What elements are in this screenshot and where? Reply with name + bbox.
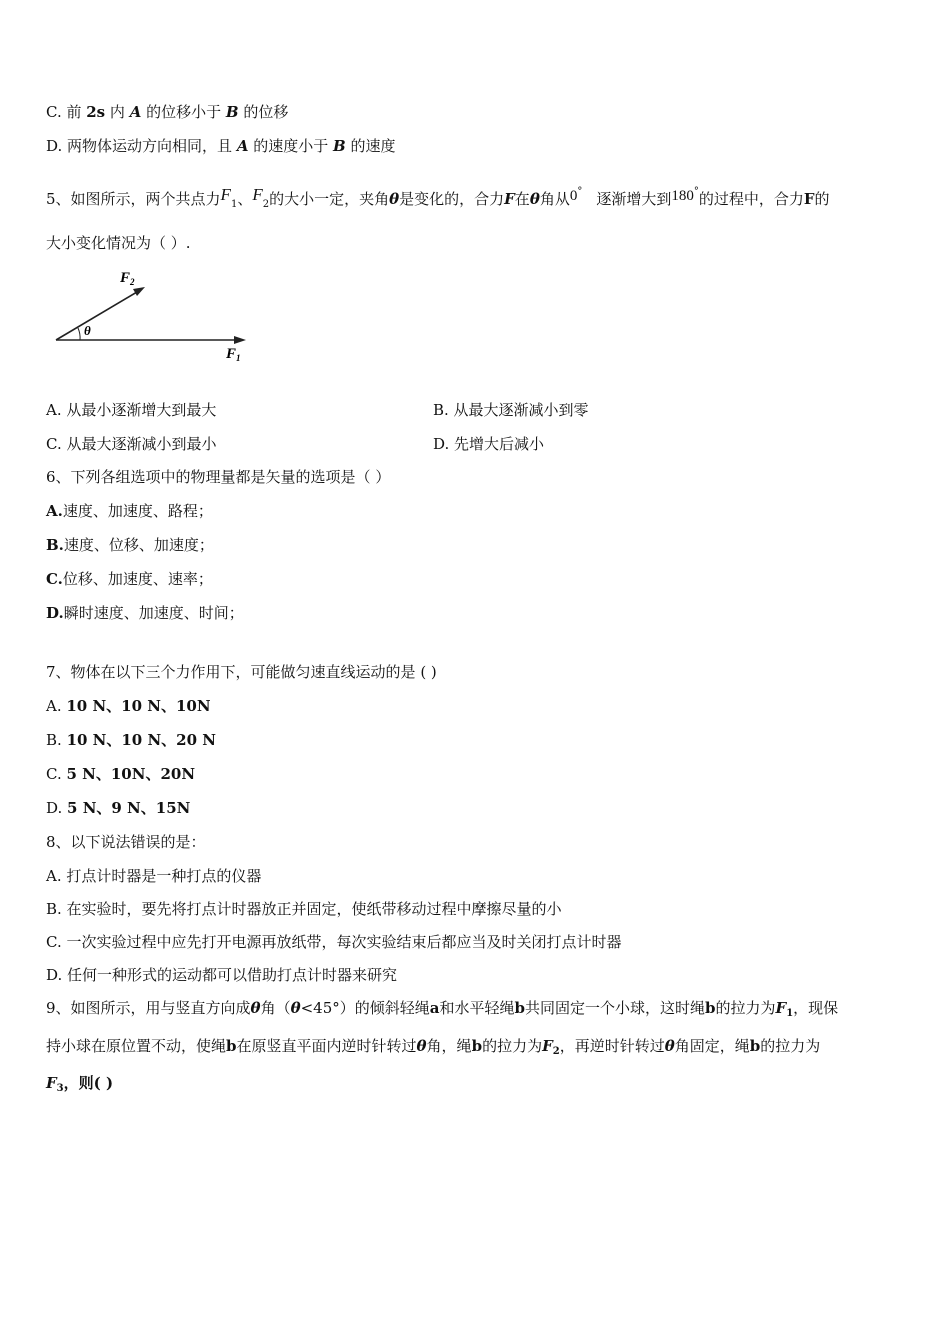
option-text: 位移、加速度、速率；	[62, 570, 213, 588]
q7-option-d[interactable]	[46, 798, 190, 818]
q4-option-c	[46, 102, 288, 122]
var-f1: F	[220, 185, 231, 204]
f2-arrowhead	[133, 287, 145, 296]
text: 的拉力为	[760, 1037, 821, 1055]
option-letter: D.	[46, 799, 68, 817]
var-a: A	[236, 137, 249, 155]
text: <45°）的倾斜轻绳	[300, 999, 430, 1017]
f1-arrowhead	[234, 336, 246, 344]
option-text: 速度、位移、加速度；	[63, 536, 214, 554]
var-theta: θ	[290, 999, 301, 1017]
var-f: F	[803, 190, 815, 208]
option-letter: D.	[46, 604, 64, 622]
text: 共同固定一个小球，这时绳	[525, 999, 706, 1017]
option-letter: A.	[46, 697, 67, 715]
var-f2: F	[542, 1037, 553, 1055]
q9-stem-line2	[46, 1036, 820, 1062]
q8-option-c[interactable]: C. 一次实验过程中应先打开电源再放纸带，每次实验结束后都应当及时关闭打点计时器	[46, 933, 622, 951]
q7-option-a[interactable]	[46, 696, 211, 716]
var-b: b	[514, 999, 525, 1017]
q6-option-b[interactable]	[46, 535, 214, 555]
var-b: b	[749, 1037, 761, 1055]
text: 9、如图所示，用与竖直方向成	[46, 999, 251, 1017]
option-text: 瞬时速度、加速度、时间；	[63, 604, 244, 622]
q8-stem: 8、以下说法错误的是：	[46, 833, 206, 851]
text: 角（	[260, 999, 291, 1017]
var-theta: θ	[664, 1037, 675, 1055]
q5-option-c[interactable]: C. 从最大逐渐减小到最小	[46, 435, 217, 453]
q5-stem-line1	[46, 180, 830, 217]
sub: 1	[230, 199, 238, 210]
text: 、	[237, 190, 253, 208]
num-180: 180	[671, 188, 694, 204]
text: 的过程中，合力	[698, 190, 804, 208]
q8-option-b[interactable]: B. 在实验时，要先将打点计时器放正并固定，使纸带移动过程中摩擦尽量的小	[46, 900, 562, 918]
text: 2s	[86, 103, 106, 121]
option-text: 5 N、10N、20N	[66, 765, 196, 783]
num-zero: 0	[569, 188, 578, 204]
var-theta: θ	[529, 190, 540, 208]
var-b: b	[471, 1037, 483, 1055]
degree-mark: °	[577, 186, 583, 197]
sub: 2	[262, 199, 270, 210]
text: 在	[514, 190, 530, 208]
sub: 3	[56, 1083, 64, 1094]
text: 是变化的，合力	[399, 190, 505, 208]
text: 的大小一定，夹角	[269, 190, 390, 208]
text: 角，绳	[426, 1037, 472, 1055]
text: 在原竖直平面内逆时针转过	[236, 1037, 417, 1055]
var-b: B	[333, 137, 346, 155]
f1-label: $F_1$	[226, 346, 241, 363]
force-diagram	[50, 262, 260, 368]
text: ，再逆时针转过	[559, 1037, 665, 1055]
q6-option-a[interactable]	[46, 501, 213, 521]
text: 的位移小于	[141, 103, 226, 121]
var-f3: F	[46, 1074, 57, 1092]
var-a: A	[129, 103, 142, 121]
f2-label: $F_2$	[120, 270, 135, 287]
q5-option-a[interactable]: A. 从最小逐渐增大到最大	[46, 401, 217, 419]
text: 的拉力为	[715, 999, 776, 1017]
text: D. 两物体运动方向相同，且	[46, 137, 237, 155]
var-b: b	[226, 1037, 237, 1055]
var-f1: F	[775, 999, 787, 1017]
q6-stem: 6、下列各组选项中的物理量都是矢量的选项是（ ）	[46, 468, 391, 486]
q5-option-b[interactable]: B. 从最大逐渐减小到零	[433, 401, 589, 419]
var-b: B	[225, 103, 239, 121]
option-text: 10 N、10 N、20 N	[66, 731, 216, 749]
q6-option-d[interactable]	[46, 603, 244, 623]
q5-option-d[interactable]: D. 先增大后减小	[433, 435, 545, 453]
option-letter: B.	[46, 731, 67, 749]
f2-arrow-line	[56, 289, 142, 340]
text: 的拉力为	[482, 1037, 543, 1055]
text: 的速度	[345, 137, 396, 155]
q8-option-d[interactable]: D. 任何一种形式的运动都可以借助打点计时器来研究	[46, 966, 398, 984]
var-theta: θ	[389, 190, 400, 208]
option-letter: C.	[46, 570, 63, 588]
option-letter: B.	[46, 536, 64, 554]
q6-option-c[interactable]	[46, 569, 213, 589]
text: 角固定，绳	[674, 1037, 750, 1055]
q7-option-c[interactable]	[46, 764, 195, 784]
q9-stem-line3	[46, 1073, 113, 1099]
text: 的	[814, 190, 830, 208]
text: ，现保	[793, 999, 839, 1017]
text: C. 前	[46, 103, 87, 121]
text: 内	[105, 103, 130, 121]
sub: 2	[552, 1046, 560, 1057]
q4-option-d	[46, 136, 395, 156]
q7-stem: 7、物体在以下三个力作用下，可能做匀速直线运动的是 ( )	[46, 663, 437, 681]
theta-arc	[78, 328, 80, 340]
option-letter: A.	[46, 502, 63, 520]
var-b: b	[705, 999, 716, 1017]
option-letter: C.	[46, 765, 67, 783]
text: 和水平轻绳	[439, 999, 515, 1017]
text: 持小球在原位置不动，使绳	[46, 1037, 227, 1055]
q8-option-a[interactable]: A. 打点计时器是一种打点的仪器	[46, 867, 262, 885]
text: 的位移	[238, 103, 289, 121]
option-text: 5 N、9 N、15N	[67, 799, 191, 817]
text: 5、如图所示，两个共点力	[46, 190, 221, 208]
q7-option-b[interactable]	[46, 730, 216, 750]
text: ，则( )	[63, 1074, 114, 1092]
option-text: 速度、加速度、路程；	[62, 502, 213, 520]
text: 角从	[539, 190, 570, 208]
text: 逐渐增大到	[596, 190, 672, 208]
option-text: 10 N、10 N、10N	[66, 697, 211, 715]
degree-mark: °	[693, 186, 699, 197]
var-f2: F	[252, 185, 263, 204]
var-theta: θ	[416, 1037, 427, 1055]
theta-label: θ	[84, 323, 91, 338]
var-a: a	[429, 999, 440, 1017]
text: 的速度小于	[248, 137, 333, 155]
var-f: F	[504, 190, 515, 208]
q5-stem-line2: 大小变化情况为（ ）.	[46, 234, 191, 252]
sub: 1	[786, 1008, 794, 1019]
var-theta: θ	[250, 999, 261, 1017]
q9-stem-line1	[46, 998, 838, 1024]
